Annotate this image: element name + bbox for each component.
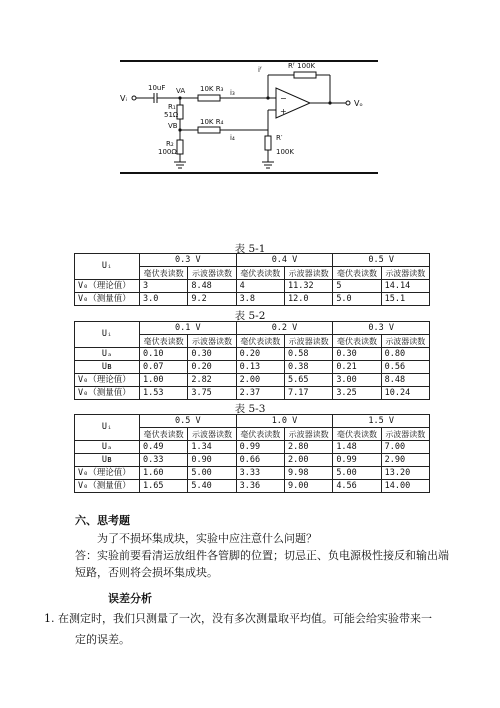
error-line-2: 定的误差。 [75, 633, 130, 646]
cell: 2.00 [284, 454, 332, 467]
cell: 5.00 [333, 467, 381, 480]
row-label: V₀（理论值） [75, 374, 140, 387]
sub-header: 毫伏表读数 [333, 335, 381, 348]
label-rpv: 100K [276, 148, 294, 156]
cell: 4 [236, 280, 284, 293]
sub-header: 示波器读数 [284, 267, 332, 280]
sub-header: 毫伏表读数 [236, 335, 284, 348]
cell: 1.00 [140, 374, 188, 387]
cell: 3.36 [236, 480, 284, 493]
row-label: V₀（理论值） [75, 280, 140, 293]
table-5-2 [74, 321, 430, 400]
row-label: V₀（测量值） [75, 387, 140, 400]
table-5-1-caption: 表 5-1 [234, 243, 266, 255]
sub-header: 毫伏表读数 [140, 428, 188, 441]
cell: 1.48 [333, 441, 381, 454]
cell: 1.65 [140, 480, 188, 493]
table-row [75, 387, 430, 400]
cell: 5.65 [284, 374, 332, 387]
cell: 0.20 [188, 361, 236, 374]
sub-header: 毫伏表读数 [236, 267, 284, 280]
circuit-diagram [118, 58, 380, 176]
table-5-3 [74, 414, 430, 493]
group-header: 0.4 V [236, 254, 333, 267]
cell: 4.56 [333, 480, 381, 493]
cell: 1.34 [188, 441, 236, 454]
cell: 15.1 [381, 293, 429, 306]
cell: 0.21 [333, 361, 381, 374]
row-label: Uₐ [75, 348, 140, 361]
cell: 5.0 [333, 293, 381, 306]
cell: 8.48 [381, 374, 429, 387]
group-header: 1.0 V [236, 415, 333, 428]
table-row [75, 280, 430, 293]
cell: 0.20 [236, 348, 284, 361]
sub-header: 示波器读数 [284, 335, 332, 348]
table-row [75, 480, 430, 493]
cell: 2.00 [236, 374, 284, 387]
cell: 3 [140, 280, 188, 293]
label-cap: 10uF [148, 84, 166, 92]
svg-text:−: − [280, 94, 287, 103]
error-heading: 误差分析 [108, 592, 152, 605]
sub-header: 毫伏表读数 [333, 267, 381, 280]
group-header: 0.5 V [333, 254, 430, 267]
table-5-1 [74, 253, 430, 306]
cell: 3.33 [236, 467, 284, 480]
cell: 5 [333, 280, 381, 293]
sub-header: 毫伏表读数 [333, 428, 381, 441]
label-r4: 10K R₄ [200, 118, 224, 126]
cell: 0.99 [236, 441, 284, 454]
table-5-2-caption: 表 5-2 [234, 310, 266, 322]
cell: 3.0 [140, 293, 188, 306]
sub-header: 示波器读数 [284, 428, 332, 441]
table-row [75, 467, 430, 480]
cell: 0.07 [140, 361, 188, 374]
table-row [75, 441, 430, 454]
cell: 1.53 [140, 387, 188, 400]
table-row [75, 374, 430, 387]
question-text: 为了不损坏集成块，实验中应注意什么问题？ [97, 532, 317, 545]
cell: 10.24 [381, 387, 429, 400]
group-header: 0.5 V [140, 415, 237, 428]
label-vin: Vᵢ [120, 94, 127, 103]
row-label: V₀（测量值） [75, 293, 140, 306]
table-row [75, 293, 430, 306]
cell: 0.90 [188, 454, 236, 467]
cell: 2.37 [236, 387, 284, 400]
section-heading: 六、思考题 [75, 514, 130, 527]
label-i4: i₄ [230, 134, 235, 142]
table-row [75, 348, 430, 361]
cell: 5.00 [188, 467, 236, 480]
label-r2v: 100Ω [158, 148, 177, 156]
cell: 0.10 [140, 348, 188, 361]
cell: 0.99 [333, 454, 381, 467]
label-r3: 10K R₃ [200, 85, 224, 93]
answer-line-1: 答：实验前要看清运放组件各管脚的位置；切忌正、负电源极性接反和输出端 [75, 549, 449, 562]
sub-header: 示波器读数 [381, 428, 429, 441]
cell: 8.48 [188, 280, 236, 293]
cell: 0.33 [140, 454, 188, 467]
cell: 14.14 [381, 280, 429, 293]
sub-header: 示波器读数 [188, 267, 236, 280]
label-i3: i₃ [230, 89, 235, 97]
row-label: Uʙ [75, 454, 140, 467]
cell: 11.32 [284, 280, 332, 293]
cell: 0.30 [333, 348, 381, 361]
cell: 3.00 [333, 374, 381, 387]
table-row [75, 454, 430, 467]
label-r2: R₂ [166, 140, 174, 148]
cell: 14.00 [381, 480, 429, 493]
label-va: VA [176, 87, 186, 95]
row-label: Uₐ [75, 441, 140, 454]
table-row [75, 361, 430, 374]
table-5-3-caption: 表 5-3 [234, 403, 266, 415]
cell: 2.90 [381, 454, 429, 467]
cell: 9.98 [284, 467, 332, 480]
cell: 9.00 [284, 480, 332, 493]
row-label: V₀（理论值） [75, 467, 140, 480]
cell: 0.56 [381, 361, 429, 374]
svg-text:+: + [280, 107, 287, 116]
cell: 0.80 [381, 348, 429, 361]
cell: 0.66 [236, 454, 284, 467]
cell: 7.00 [381, 441, 429, 454]
cell: 13.20 [381, 467, 429, 480]
cell: 3.25 [333, 387, 381, 400]
label-rp: R′ [276, 134, 283, 142]
answer-line-2: 短路，否则将会损坏集成块。 [75, 566, 218, 579]
row-label: V₀（测量值） [75, 480, 140, 493]
group-header: 1.5 V [333, 415, 430, 428]
sub-header: 示波器读数 [188, 335, 236, 348]
error-line-1: 1. 在测定时，我们只测量了一次，没有多次测量取平均值。可能会给实验带来一 [44, 612, 432, 625]
sub-header: 示波器读数 [381, 267, 429, 280]
header-ui: Uᵢ [75, 254, 140, 280]
cell: 5.40 [188, 480, 236, 493]
cell: 0.13 [236, 361, 284, 374]
cell: 3.8 [236, 293, 284, 306]
group-header: 0.2 V [236, 322, 333, 335]
cell: 0.58 [284, 348, 332, 361]
sub-header: 示波器读数 [188, 428, 236, 441]
label-r1: R₁ [168, 103, 176, 111]
label-rf: Rᶠ 100K [288, 62, 316, 70]
cell: 3.75 [188, 387, 236, 400]
cell: 0.38 [284, 361, 332, 374]
group-header: 0.1 V [140, 322, 237, 335]
row-label: Uʙ [75, 361, 140, 374]
header-ui: Uᵢ [75, 322, 140, 348]
header-ui: Uᵢ [75, 415, 140, 441]
cell: 9.2 [188, 293, 236, 306]
sub-header: 示波器读数 [381, 335, 429, 348]
cell: 0.30 [188, 348, 236, 361]
label-if: iᶠ [258, 66, 263, 74]
cell: 2.82 [188, 374, 236, 387]
sub-header: 毫伏表读数 [140, 267, 188, 280]
cell: 7.17 [284, 387, 332, 400]
label-vo: Vₒ [354, 99, 363, 108]
cell: 1.60 [140, 467, 188, 480]
sub-header: 毫伏表读数 [140, 335, 188, 348]
group-header: 0.3 V [333, 322, 430, 335]
group-header: 0.3 V [140, 254, 237, 267]
label-r1v: 51Ω [164, 111, 179, 119]
cell: 0.49 [140, 441, 188, 454]
sub-header: 毫伏表读数 [236, 428, 284, 441]
cell: 12.0 [284, 293, 332, 306]
label-vb: VB [168, 122, 178, 130]
cell: 2.80 [284, 441, 332, 454]
